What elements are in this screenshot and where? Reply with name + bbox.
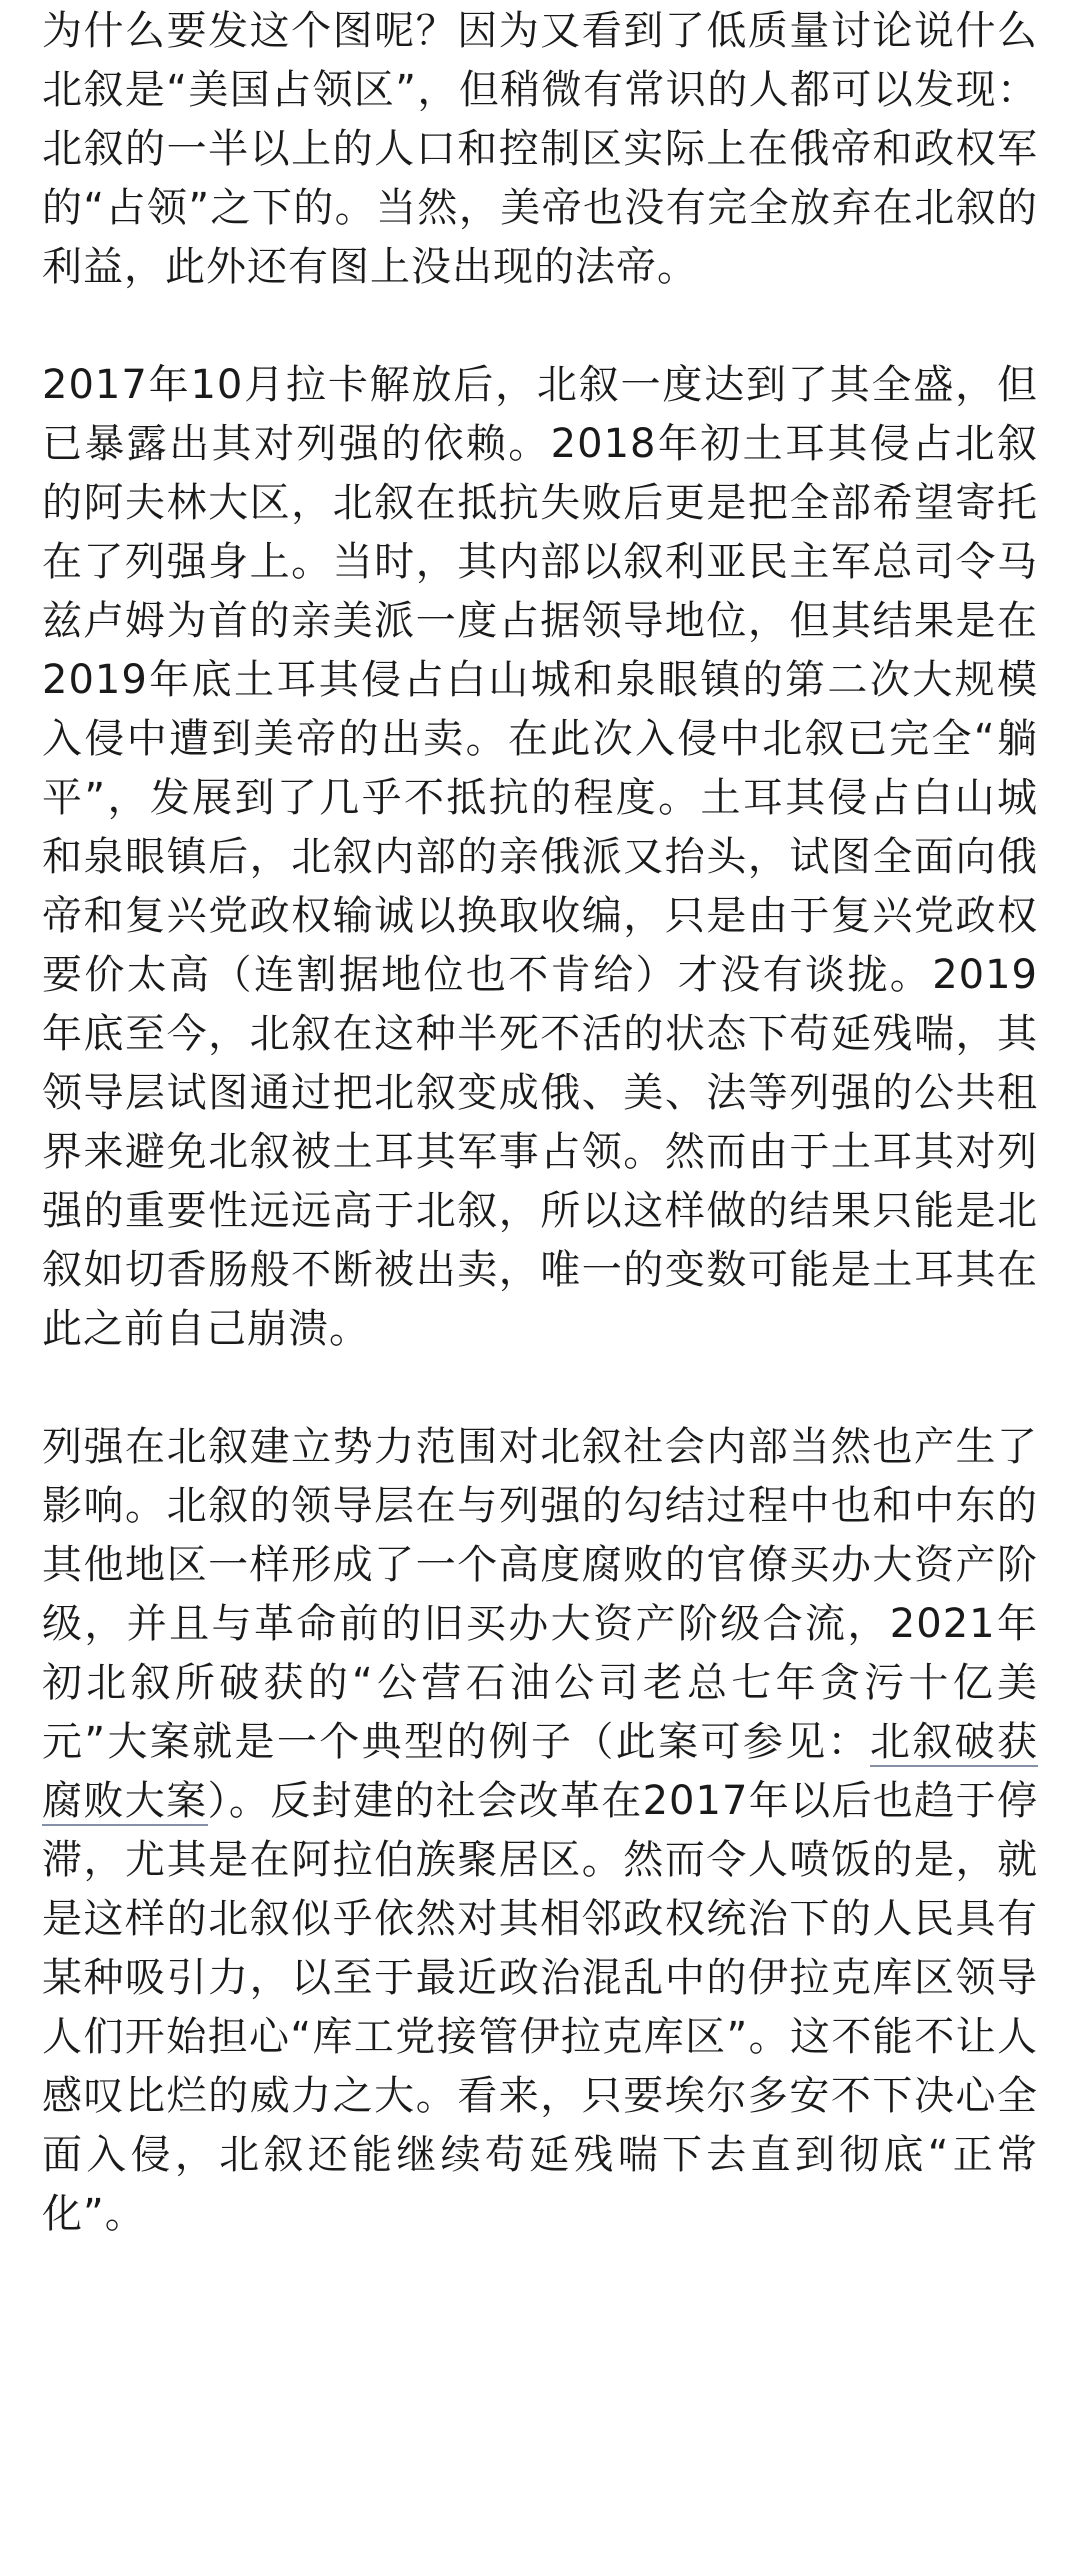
case-link[interactable]: 北叙破获腐败大案 [42, 1719, 1038, 1824]
paragraph-1: 为什么要发这个图呢？因为又看到了低质量讨论说什么北叙是“美国占领区”，但稍微有常识的人都可以发现：北叙的一半以上的人口和控制区实际上在俄帝和政权军的“占领”之下的。当然，美帝也没有完全放弃在北叙的利益，此外还有图上没出现的法帝。 [42, 8, 1038, 290]
paragraph-2: 2017年10月拉卡解放后，北叙一度达到了其全盛，但已暴露出其对列强的依赖。2018年初土耳其侵占北叙的阿夫林大区，北叙在抵抗失败后更是把全部希望寄托在了列强身上。当时，其内部以叙利亚民主军总司令马兹卢姆为首的亲美派一度占据领导地位，但其结果是在2019年底土耳其侵占白山城和泉眼镇的第二次大规模入侵中遭到美帝的出卖。在此次入侵中北叙已完全“躺平”，发展到了几乎不抵抗的程度。土耳其侵占白山城和泉眼镇后，北叙内部的亲俄派又抬头，试图全面向俄帝和复兴党政权输诚以换取收编，只是由于复兴党政权要价太高（连割据地位也不肯给）才没有谈拢。2019年底至今，北叙在这种半死不活的状态下苟延残喘，其领导层试图通过把北叙变成俄、美、法等列强的公共租界来避免北叙被土耳其军事占领。然而由于土耳其对列强的重要性远远高于北叙，所以这样做的结果只能是北叙如切香肠般不断被出卖，唯一的变数可能是土耳其在此之前自己崩溃。 [42, 362, 1038, 1352]
paragraph-3-text-before-link: 列强在北叙建立势力范围对北叙社会内部当然也产生了影响。北叙的领导层在与列强的勾结过程中也和中东的其他地区一样形成了一个高度腐败的官僚买办大资产阶级，并且与革命前的旧买办大资产阶级合流，2021年初北叙所破获的“公营石油公司老总七年贪污十亿美元”大案就是一个典型的例子（此案可参见： [42, 1424, 1038, 1765]
paragraph-3-text-after-link: ）。反封建的社会改革在2017年以后也趋于停滞，尤其是在阿拉伯族聚居区。然而令人喷饭的是，就是这样的北叙似乎依然对其相邻政权统治下的人民具有某种吸引力，以至于最近政治混乱中的伊拉克库区领导人们开始担心“库工党接管伊拉克库区”。这不能不让人感叹比烂的威力之大。看来，只要埃尔多安不下决心全面入侵，北叙还能继续苟延残喘下去直到彻底“正常化”。 [42, 1778, 1039, 2237]
paragraph-3 [42, 1418, 1038, 2244]
